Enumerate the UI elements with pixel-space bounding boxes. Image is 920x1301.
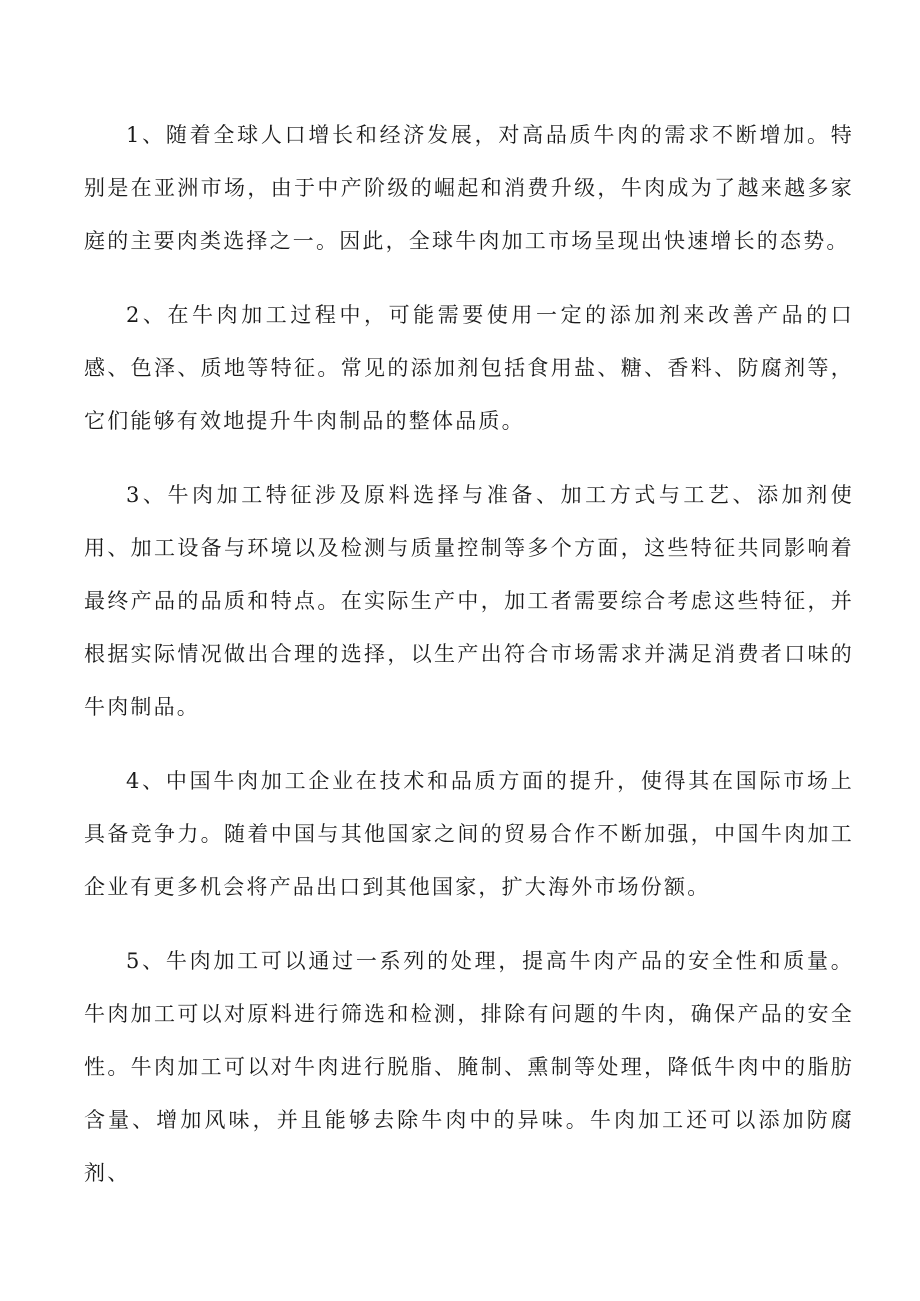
- paragraph-4: 4、中国牛肉加工企业在技术和品质方面的提升，使得其在国际市场上具备竞争力。随着中国与其他国家之间的贸易合作不断加强，中国牛肉加工企业有更多机会将产品出口到其他国家，扩大海外市场份额。: [84, 769, 854, 899]
- paragraph-2: 2、在牛肉加工过程中，可能需要使用一定的添加剂来改善产品的口感、色泽、质地等特征。常见的添加剂包括食用盐、糖、香料、防腐剂等，它们能够有效地提升牛肉制品的整体品质。: [84, 303, 854, 433]
- paragraph-3: 3、牛肉加工特征涉及原料选择与准备、加工方式与工艺、添加剂使用、加工设备与环境以及检测与质量控制等多个方面，这些特征共同影响着最终产品的品质和特点。在实际生产中，加工者需要综合考虑这些特征，并根据实际情况做出合理的选择，以生产出符合市场需求并满足消费者口味的牛肉制品。: [84, 483, 854, 719]
- paragraph-1: 1、随着全球人口增长和经济发展，对高品质牛肉的需求不断增加。特别是在亚洲市场，由于中产阶级的崛起和消费升级，牛肉成为了越来越多家庭的主要肉类选择之一。因此，全球牛肉加工市场呈现出快速增长的态势。: [84, 123, 854, 253]
- paragraph-5: 5、牛肉加工可以通过一系列的处理，提高牛肉产品的安全性和质量。牛肉加工可以对原料进行筛选和检测，排除有问题的牛肉，确保产品的安全性。牛肉加工可以对牛肉进行脱脂、腌制、熏制等处理，降低牛肉中的脂肪含量、增加风味，并且能够去除牛肉中的异味。牛肉加工还可以添加防腐剂、: [84, 949, 854, 1185]
- document-body: [84, 109, 854, 1221]
